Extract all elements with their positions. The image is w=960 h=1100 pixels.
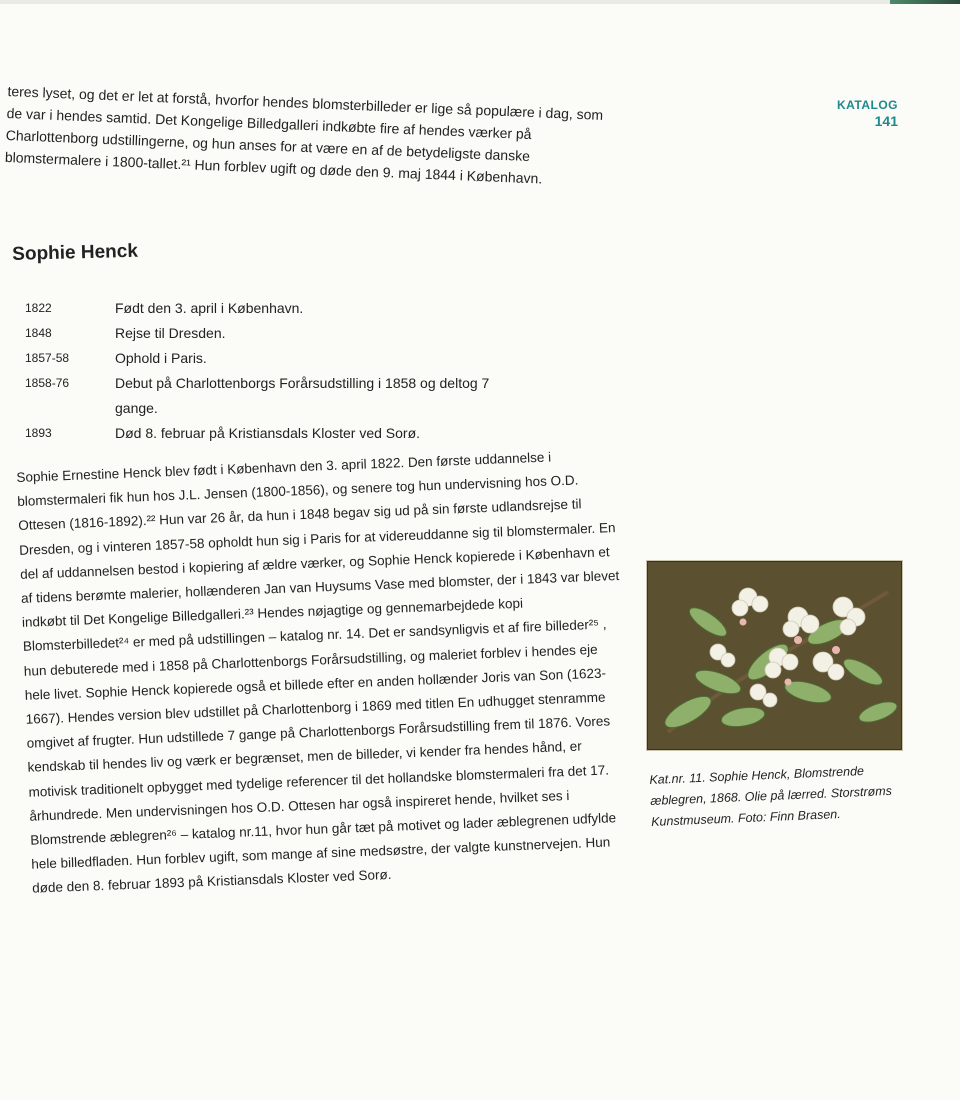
intro-paragraph: teres lyset, og det er let at forstå, hvorfor hendes blomsterbilleder er lige så populære i dag, som de var i hendes samtid. Det Kongelige Billedgalleri indkøbte fire af hendes værker på Charlottenborg udstillingerne, og hun anses for at være en af de betydeligste danske blomstermalere i 1800-tallet.²¹ Hun forblev ugift og døde den 9. maj 1844 i København.: [4, 82, 604, 187]
timeline-row: [25, 321, 495, 346]
timeline-year: 1848: [25, 326, 52, 340]
timeline: [25, 296, 495, 446]
timeline-row: [25, 371, 495, 421]
running-head-label: KATALOG: [836, 98, 898, 112]
apple-blossom-painting: [648, 562, 901, 749]
timeline-text: Død 8. februar på Kristiansdals Kloster ved Sorø.: [115, 425, 421, 441]
timeline-text: Ophold i Paris.: [115, 350, 207, 366]
painting-image: [647, 561, 902, 750]
figure-caption: Kat.nr. 11. Sophie Henck, Blomstrende æblegren, 1868. Olie på lærred. Storstrøms Kunstmuseum. Foto: Finn Brasen.: [649, 764, 893, 829]
timeline-text: Rejse til Dresden.: [115, 325, 226, 341]
intro-paragraph-block: [4, 80, 617, 192]
biography-block: [16, 443, 632, 901]
timeline-text: Debut på Charlottenborgs Forårsudstilling i 1858 og deltog 7 gange.: [115, 375, 490, 416]
running-head: [837, 98, 898, 129]
timeline-year: 1858-76: [25, 376, 70, 390]
page-top-edge: [0, 0, 960, 4]
timeline-year: 1893: [25, 426, 52, 440]
biography-paragraph: Sophie Ernestine Henck blev født i København den 3. april 1822. Den første uddannelse i blomstermaleri fik hun hos J.L. Jensen (1800-1856), og senere tog hun undervisning hos O.D. Ottesen (1816-1892).²² Hun var 26 år, da hun i 1848 begav sig ud på sin første udlandsrejse til Dresden, og i vinteren 1857-58 opholdt hun sig i Paris for at videreuddanne sig til blomstermaler. En del af uddannelsen bestod i kopiering af ældre værker, og Sophie Henck kopierede i København et af tidens berømte malerier, hollænderen Jan van Huysums Vase med blomster, der i 1843 var blevet indkøbt til Det Kongelige Billedgalleri.²³ Hendes nøjagtige og gennemarbejdede kopi Blomsterbilledet²⁴ er med på udstillingen – katalog nr. 14. Det er sandsynligvis et af fire billeder²⁵ , hun debuterede med i 1858 på Charlottenborgs Forårsudstilling, og maleriet forblev i hendes eje hele livet. Sophie Henck kopierede også et billede efter en anden hollænder Joris van Son (1623-1667). Hendes version blev udstillet på Charlottenborg i 1869 med titlen En udhugget stenramme omgivet af frugter. Hun udstillede 7 gange på Charlottenborgs Forårsudstilling frem til 1876. Vores kendskab til hendes liv og værk er begrænset, men de billeder, vi kender fra hendes hånd, er motivisk traditionelt opbygget med tydelige referencer til det hollandske blomstermaleri fra det 17. århundrede. Men undervisningen hos O.D. Ottesen har også inspireret hende, hvilket ses i Blomstrende æblegren²⁶ – katalog nr.11, hvor hun går tæt på motivet og lader æblegrenen udfylde hele billedfladen. Hun forblev ugift, som mange af sine medsøstre, der valgte kunstnervejen. Hun døde den 8. februar 1893 på Kristiansdals Kloster ved Sorø.: [16, 449, 620, 897]
timeline-row: [25, 346, 495, 371]
timeline-year: 1822: [25, 301, 52, 315]
timeline-row: [25, 421, 495, 446]
timeline-text: Født den 3. april i København.: [115, 300, 304, 316]
page-corner-mark: [890, 0, 960, 4]
timeline-row: [25, 296, 495, 321]
section-heading: Sophie Henck: [12, 240, 139, 265]
page-number: 141: [874, 113, 898, 129]
timeline-year: 1857-58: [25, 351, 70, 365]
